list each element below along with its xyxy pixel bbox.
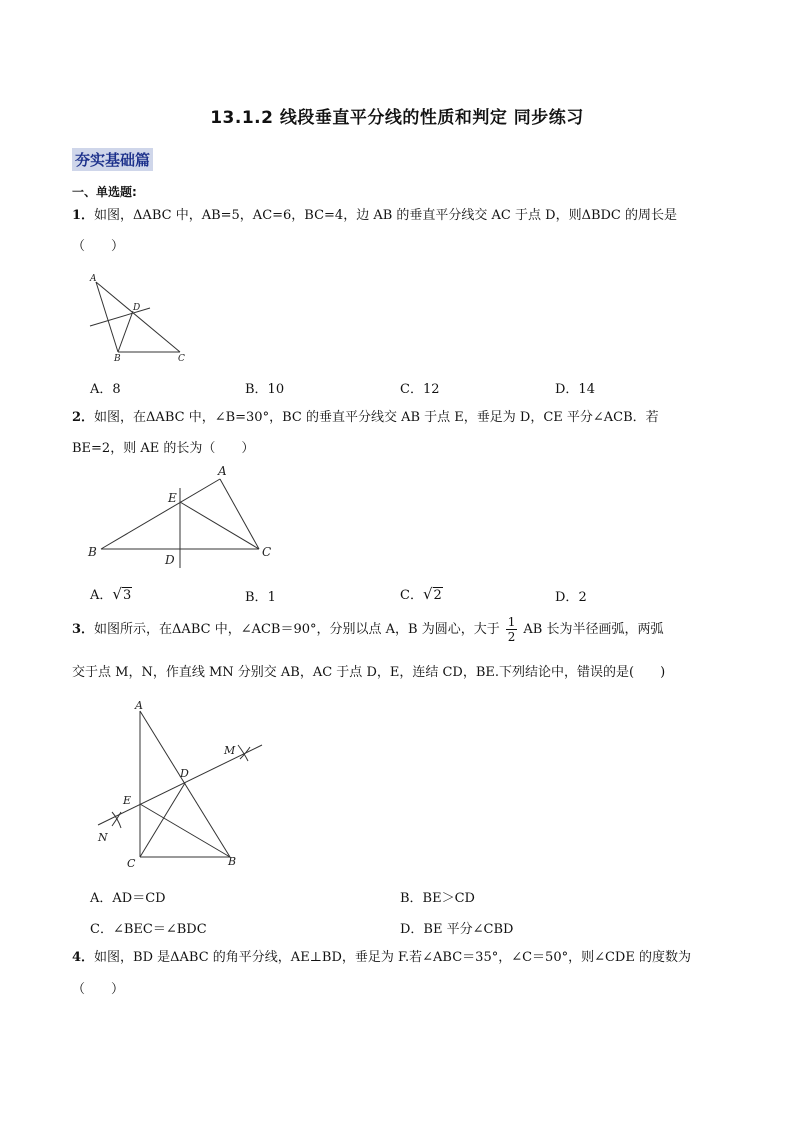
square-root: √3 (112, 585, 132, 603)
square-root: √2 (422, 585, 442, 603)
label-a: A (90, 274, 97, 284)
segment-ba (101, 479, 220, 549)
option-value: 1 (267, 590, 276, 605)
option-a[interactable]: A．AD＝CD (90, 891, 166, 906)
question-text: 如图所示，在ΔABC 中，∠ACB＝90°，分别以点 A，B 为圆心，大于 (94, 622, 500, 637)
section-heading: 夯实基础篇 (72, 148, 153, 171)
label-n: N (98, 831, 108, 844)
radicand: 3 (122, 588, 132, 603)
line-mn (98, 745, 262, 825)
question-3-line-1 (72, 614, 663, 646)
question-4-line-2: （ ） (72, 982, 125, 997)
option-b[interactable] (245, 586, 276, 605)
option-a[interactable]: A．8 (90, 382, 121, 397)
question-2-line-1 (72, 403, 659, 433)
label-b: B (88, 545, 97, 559)
label-c: C (178, 354, 185, 364)
option-value: 2 (578, 590, 587, 605)
segment-ab (96, 282, 118, 352)
option-letter: A． (90, 588, 113, 603)
segment-ac (96, 282, 180, 352)
option-b[interactable]: B．BE＞CD (400, 891, 475, 906)
question-3-line-2: 交于点 M，N，作直线 MN 分别交 AB，AC 于点 D，E，连结 CD，BE.下列结论中，错误的是( ) (72, 665, 666, 680)
label-b: B (114, 354, 121, 364)
question-3-figure (90, 695, 270, 870)
segment-cd (140, 783, 185, 857)
option-b[interactable]: B．10 (245, 382, 285, 397)
option-letter: D． (555, 590, 579, 605)
page-title: 13.1.2 线段垂直平分线的性质和判定 同步练习 (210, 108, 584, 128)
label-c: C (127, 857, 136, 870)
option-c[interactable]: C．∠BEC＝∠BDC (90, 922, 207, 937)
subsection-heading: 一、单选题: (72, 185, 137, 199)
option-d[interactable] (555, 586, 587, 605)
question-text: 如图，ΔABC 中，AB=5，AC=6，BC=4，边 AB 的垂直平分线交 AC 于点 D，则ΔBDC 的周长是 (94, 208, 678, 223)
label-b: B (228, 855, 237, 868)
option-c[interactable] (400, 584, 443, 603)
label-e: E (123, 794, 132, 807)
option-c[interactable]: C．12 (400, 382, 440, 397)
label-e: E (168, 491, 177, 505)
question-4-line-1 (72, 943, 691, 973)
label-a: A (218, 464, 227, 478)
option-d[interactable]: D．BE 平分∠CBD (400, 922, 514, 937)
fraction-one-half (506, 615, 518, 644)
fraction-numerator: 1 (507, 615, 516, 629)
question-2-line-2: BE=2，则 AE 的长为（ ） (72, 441, 255, 456)
segment-be (140, 804, 230, 857)
label-a: A (135, 699, 143, 712)
question-number: 2． (72, 410, 95, 425)
option-a[interactable] (90, 584, 132, 603)
fraction-denominator: 2 (507, 630, 516, 644)
label-d: D (180, 767, 189, 780)
question-text-continued: AB 长为半径画弧，两弧 (523, 622, 664, 637)
question-number: 4． (72, 950, 95, 965)
question-text: 如图，BD 是ΔABC 的角平分线，AE⊥BD，垂足为 F.若∠ABC＝35°，∠C＝50°，则∠CDE 的度数为 (94, 950, 691, 965)
question-text: 如图，在ΔABC 中，∠B=30°，BC 的垂直平分线交 AB 于点 E，垂足为 D，CE 平分∠ACB．若 (94, 410, 659, 425)
label-c: C (262, 545, 272, 559)
label-d: D (165, 553, 175, 567)
label-d: D (133, 303, 141, 313)
option-d[interactable]: D．14 (555, 382, 595, 397)
option-letter: B． (245, 590, 268, 605)
radicand: 2 (433, 588, 442, 603)
segment-ec (180, 502, 259, 549)
question-number: 1． (72, 208, 95, 223)
question-2-figure (84, 460, 284, 572)
question-number: 3． (72, 622, 95, 637)
question-1-figure (80, 268, 200, 366)
perpendicular-bisector-line (90, 308, 150, 326)
question-1-line-1 (72, 201, 677, 231)
arc-mark-m-2 (240, 747, 250, 759)
label-m: M (224, 744, 236, 757)
segment-ac (220, 479, 259, 549)
question-1-line-2: （ ） (72, 239, 125, 254)
option-letter: C． (400, 588, 423, 603)
